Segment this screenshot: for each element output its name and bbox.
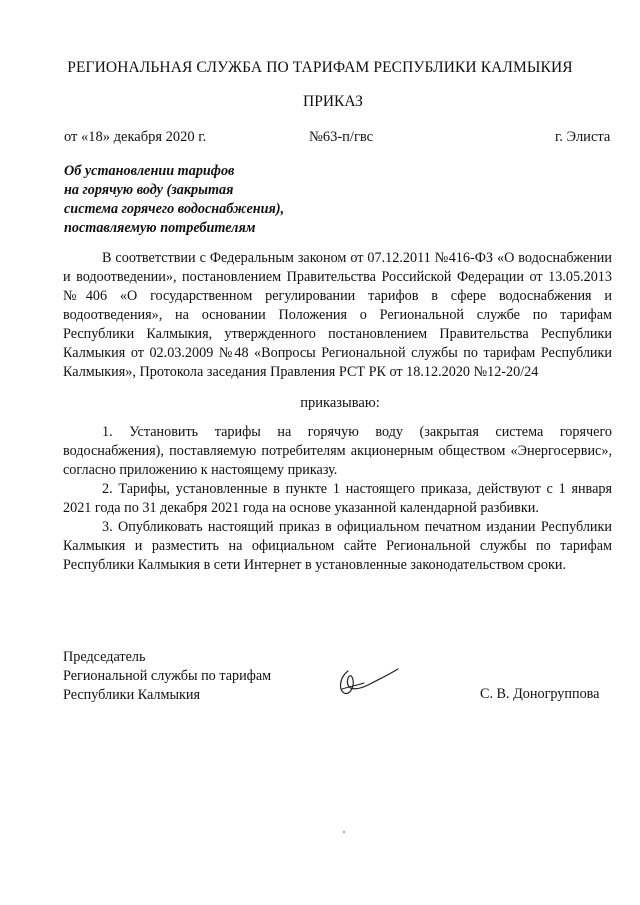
- scan-speck: [343, 831, 345, 833]
- decree-item-3: 3. Опубликовать настоящий приказ в официальном печатном издании Республики Калмыкия и разместить на официальном сайте Региональной службы по тарифам Республики Калмыкия в сети Интернет в установленные законодательством сроки.: [63, 519, 612, 573]
- position-line: Республики Калмыкия: [63, 687, 201, 703]
- position-line: Региональной службы по тарифам: [63, 668, 272, 684]
- organization-header: РЕГИОНАЛЬНАЯ СЛУЖБА ПО ТАРИФАМ РЕСПУБЛИКИ КАЛМЫКИЯ: [67, 59, 573, 76]
- decree-items: [63, 423, 612, 575]
- handwritten-signature: [334, 663, 404, 704]
- position-line: Председатель: [63, 649, 146, 665]
- signer-name: С. В. Доногруппова: [480, 686, 600, 702]
- title-line: Об установлении тарифов: [64, 163, 235, 179]
- title-line: система горячего водоснабжения),: [64, 201, 285, 217]
- order-date: от «18» декабря 2020 г.: [64, 129, 207, 145]
- preamble-paragraph: [63, 249, 612, 382]
- preamble-text: В соответствии с Федеральным законом от 07.12.2011 №416-ФЗ «О водоснабжении и водоотведении», постановлением Правительства Российской Федерации от 13.05.2013 №406 «О государственном регулировании тарифов в сфере водоснабжения и водоотведения», на основании Положения о Региональной службе по тарифам Республики Калмыкия, утвержденного постановлением Правительства Республики Калмыкия от 02.03.2009 №48 «Вопросы Региональной службы по тарифам Республики Калмыкия», Протокола заседания Правления РСТ РК от 18.12.2020 №12-20/24: [63, 250, 612, 380]
- order-city: г. Элиста: [555, 129, 611, 145]
- title-line: на горячую воду (закрытая: [64, 182, 234, 198]
- signatory-position: [63, 648, 323, 705]
- document-type: ПРИКАЗ: [303, 93, 363, 110]
- decree-item-1: 1. Установить тарифы на горячую воду (закрытая система горячего водоснабжения), поставляемую потребителям акционерным обществом «Энергосервис», согласно приложению к настоящему приказу.: [63, 424, 612, 478]
- title-line: поставляемую потребителям: [64, 220, 256, 236]
- decree-word: приказываю:: [300, 395, 380, 411]
- order-number: №63-п/гвс: [309, 129, 374, 145]
- order-title: [64, 162, 284, 238]
- decree-item-2: 2. Тарифы, установленные в пункте 1 настоящего приказа, действуют с 1 января 2021 года по 31 декабря 2021 года на основе указанной календарной разбивки.: [63, 481, 612, 516]
